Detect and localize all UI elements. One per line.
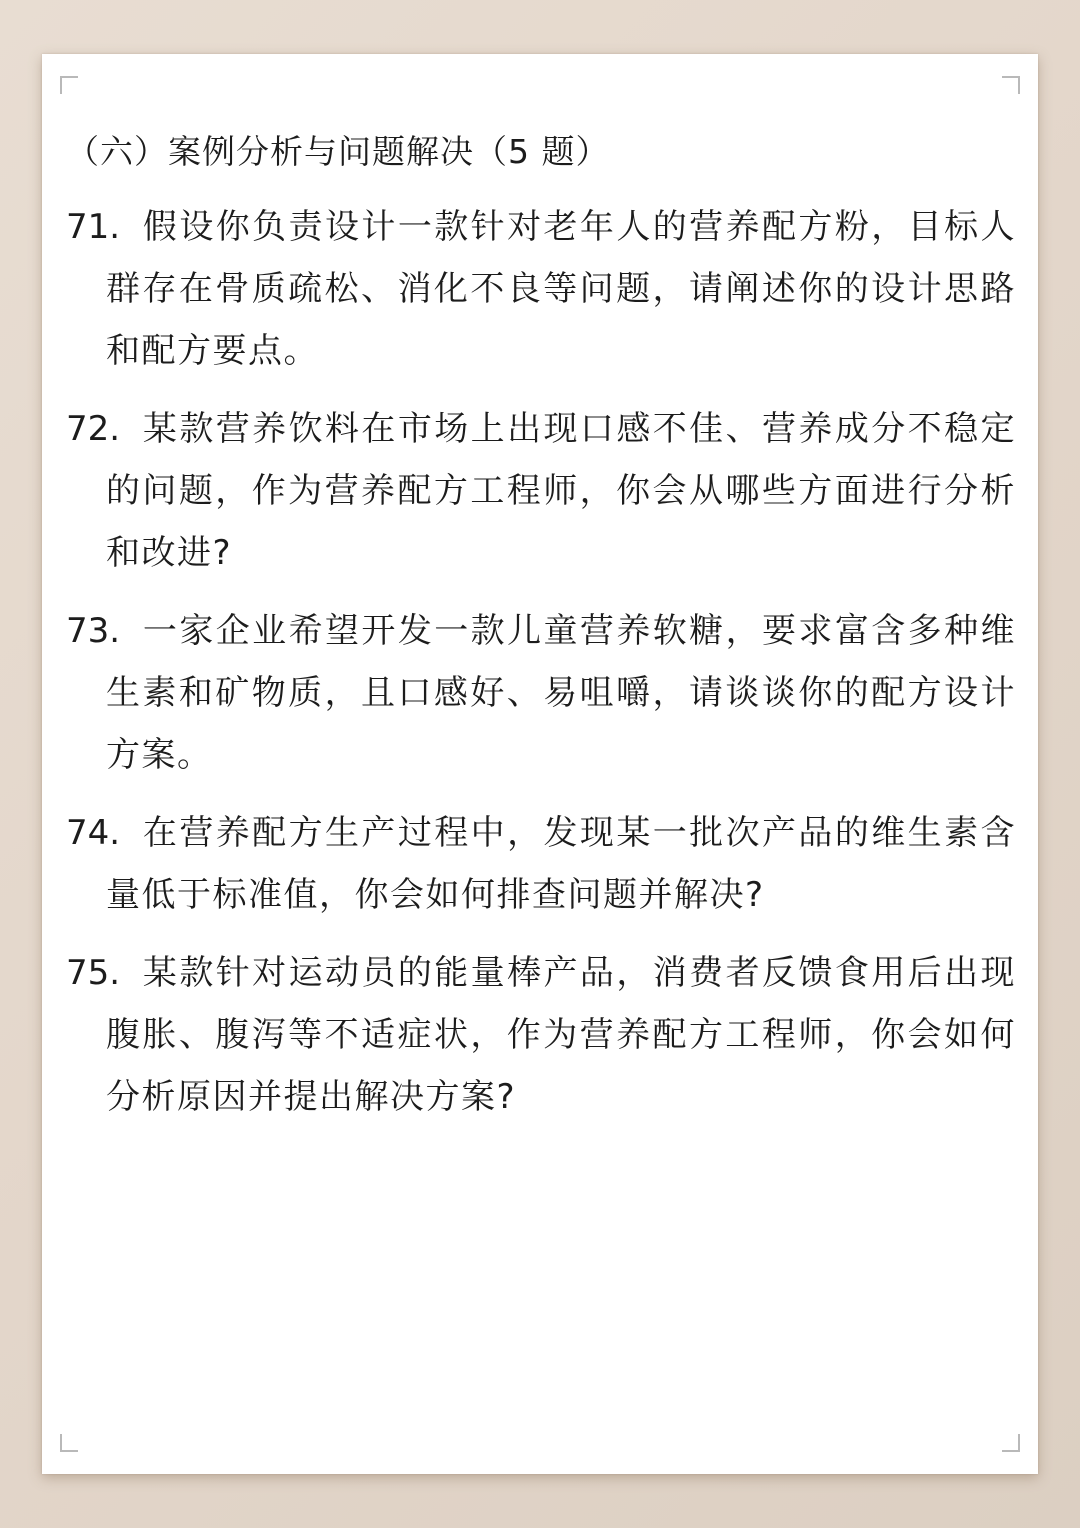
corner-mark-bottom-left (60, 1434, 78, 1452)
section-title: （六）案例分析与问题解决（5 题） (66, 132, 610, 171)
question-item (66, 600, 1016, 786)
question-text: 一家企业希望开发一款儿童营养软糖，要求富含多种维生素和矿物质，且口感好、易咀嚼，请谈谈你的配方设计方案。 (106, 611, 1016, 775)
question-number: 73. (66, 611, 121, 651)
question-item (66, 398, 1016, 584)
corner-mark-top-left (60, 76, 78, 94)
question-text: 在营养配方生产过程中，发现某一批次产品的维生素含量低于标准值，你会如何排查问题并解决? (106, 813, 1016, 915)
question-number: 71. (66, 207, 121, 247)
question-item (66, 196, 1016, 382)
document-content (66, 124, 1016, 1144)
question-number: 75. (66, 953, 121, 993)
corner-mark-top-right (1002, 76, 1020, 94)
question-item (66, 802, 1016, 926)
question-text: 某款营养饮料在市场上出现口感不佳、营养成分不稳定的问题，作为营养配方工程师，你会从哪些方面进行分析和改进? (106, 409, 1016, 573)
question-number: 72. (66, 409, 121, 449)
corner-mark-bottom-right (1002, 1434, 1020, 1452)
question-item (66, 942, 1016, 1128)
question-number: 74. (66, 813, 121, 853)
question-text: 某款针对运动员的能量棒产品，消费者反馈食用后出现腹胀、腹泻等不适症状，作为营养配方工程师，你会如何分析原因并提出解决方案? (106, 953, 1016, 1117)
question-text: 假设你负责设计一款针对老年人的营养配方粉，目标人群存在骨质疏松、消化不良等问题，请阐述你的设计思路和配方要点。 (106, 207, 1016, 371)
paper-sheet (42, 54, 1038, 1474)
